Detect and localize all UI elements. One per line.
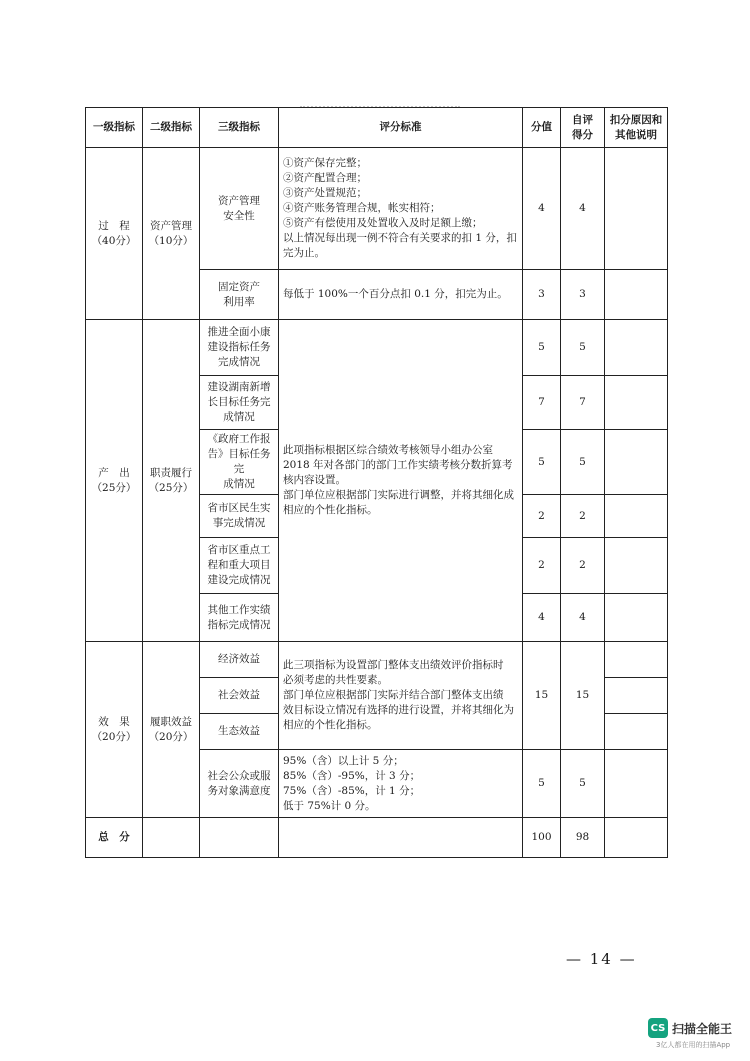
table-row (86, 320, 668, 376)
level3-cell: 《政府工作报 告》目标任务完 成情况 (200, 430, 279, 495)
reason-cell (605, 538, 668, 594)
level2-duty-performance: 职责履行 （25分） (143, 320, 200, 642)
self-score-cell: 2 (561, 538, 605, 594)
total-score: 100 (523, 818, 561, 858)
level3-cell: 其他工作实绩 指标完成情况 (200, 594, 279, 642)
self-score-cell: 2 (561, 495, 605, 538)
score-cell: 15 (523, 642, 561, 750)
self-score-cell: 7 (561, 376, 605, 430)
header-score: 分值 (523, 108, 561, 148)
standard-cell: 95%（含）以上计 5 分； 85%（含）-95%，计 3 分； 75%（含）-85%，计 1 分； 低于 75%计 0 分。 (279, 750, 523, 818)
score-cell: 3 (523, 270, 561, 320)
watermark-title: 扫描全能王 (672, 1022, 733, 1036)
score-cell: 5 (523, 430, 561, 495)
standard-cell: 此三项指标为设置部门整体支出绩效评价指标时 必须考虑的共性要素。 部门单位应根据部门实际并结合部门整体支出绩 效目标设立情况有选择的进行设置，并将其细化为 相应的个性化指标。 (279, 642, 523, 750)
watermark-subtitle: 3亿人都在用的扫描App (656, 1041, 731, 1049)
score-cell: 2 (523, 495, 561, 538)
empty-cell (143, 818, 200, 858)
score-cell: 4 (523, 148, 561, 270)
header-level1: 一级指标 (86, 108, 143, 148)
header-reason: 扣分原因和 其他说明 (605, 108, 668, 148)
level2-duty-benefit: 履职效益 （20分） (143, 642, 200, 818)
reason-cell (605, 678, 668, 714)
reason-cell (605, 714, 668, 750)
level3-cell: 固定资产 利用率 (200, 270, 279, 320)
score-cell: 4 (523, 594, 561, 642)
level3-cell: 社会效益 (200, 678, 279, 714)
score-cell: 2 (523, 538, 561, 594)
total-self-score: 98 (561, 818, 605, 858)
header-self-score: 自评 得分 (561, 108, 605, 148)
level3-cell: 省市区民生实 事完成情况 (200, 495, 279, 538)
reason-cell (605, 376, 668, 430)
table-row (86, 148, 668, 270)
level3-cell: 资产管理 安全性 (200, 148, 279, 270)
reason-cell (605, 594, 668, 642)
reason-cell (605, 750, 668, 818)
standard-cell: 此项指标根据区综合绩效考核领导小组办公室 2018 年对各部门的部门工作实绩考核分数折算考 核内容设置。 部门单位应根据部门实际进行调整，并将其细化成 相应的个性化指标。 (279, 320, 523, 642)
self-score-cell: 5 (561, 750, 605, 818)
empty-cell (279, 818, 523, 858)
reason-cell (605, 642, 668, 678)
table-row (86, 642, 668, 678)
standard-cell: ①资产保存完整； ②资产配置合理； ③资产处置规范； ④资产账务管理合规，帐实相符； ⑤资产有偿使用及处置收入及时足额上缴； 以上情况每出现一例不符合有关要求的扣 1 分，扣 完为止。 (279, 148, 523, 270)
table-header-row (86, 108, 668, 148)
level1-output: 产 出 （25分） (86, 320, 143, 642)
reason-cell (605, 495, 668, 538)
score-cell: 5 (523, 750, 561, 818)
level3-cell: 省市区重点工 程和重大项目 建设完成情况 (200, 538, 279, 594)
page-number: — 14 — (566, 950, 637, 968)
scanner-watermark (648, 1018, 743, 1050)
level3-cell: 生态效益 (200, 714, 279, 750)
performance-evaluation-table (85, 107, 668, 858)
header-level2: 二级指标 (143, 108, 200, 148)
reason-cell (605, 430, 668, 495)
total-label: 总 分 (86, 818, 143, 858)
camscanner-logo-icon: CS (648, 1018, 668, 1038)
total-row (86, 818, 668, 858)
score-cell: 5 (523, 320, 561, 376)
level3-cell: 推进全面小康 建设指标任务 完成情况 (200, 320, 279, 376)
standard-cell: 每低于 100%一个百分点扣 0.1 分，扣完为止。 (279, 270, 523, 320)
self-score-cell: 4 (561, 148, 605, 270)
reason-cell (605, 320, 668, 376)
level3-cell: 经济效益 (200, 642, 279, 678)
reason-cell (605, 270, 668, 320)
self-score-cell: 5 (561, 430, 605, 495)
level2-asset-management: 资产管理 （10分） (143, 148, 200, 320)
self-score-cell: 4 (561, 594, 605, 642)
header-level3: 三级指标 (200, 108, 279, 148)
self-score-cell: 3 (561, 270, 605, 320)
header-standard: 评分标准 (279, 108, 523, 148)
empty-cell (200, 818, 279, 858)
score-cell: 7 (523, 376, 561, 430)
self-score-cell: 15 (561, 642, 605, 750)
level3-cell: 社会公众或服 务对象满意度 (200, 750, 279, 818)
level3-cell: 建设湖南新增 长目标任务完 成情况 (200, 376, 279, 430)
self-score-cell: 5 (561, 320, 605, 376)
empty-cell (605, 818, 668, 858)
level1-effect: 效 果 （20分） (86, 642, 143, 818)
level1-process: 过 程 （40分） (86, 148, 143, 320)
reason-cell (605, 148, 668, 270)
